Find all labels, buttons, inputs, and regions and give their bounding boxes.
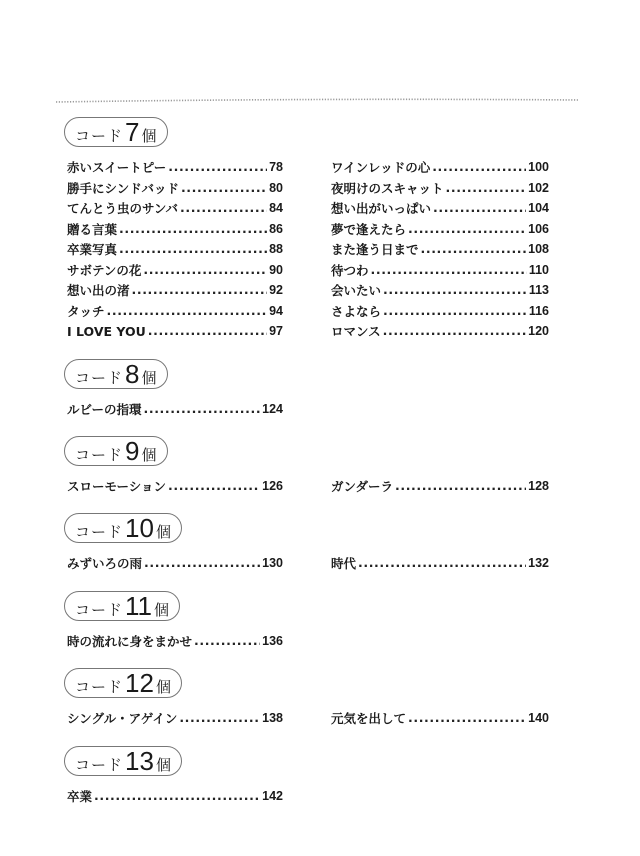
page-number: 126	[262, 479, 283, 493]
song-title: てんとう虫のサンバ	[67, 201, 179, 216]
page-number: 130	[262, 556, 283, 570]
dot-leader	[383, 301, 527, 321]
toc-entry[interactable]	[331, 260, 549, 280]
dot-leader	[194, 631, 260, 651]
dot-leader	[168, 157, 267, 177]
page-number: 97	[269, 324, 283, 338]
page-number: 138	[262, 711, 283, 725]
chord-count-badge	[64, 746, 182, 776]
page-number: 94	[269, 303, 283, 318]
toc-entry[interactable]	[67, 476, 283, 496]
badge-suffix: 個	[155, 523, 171, 541]
badge-suffix: 個	[154, 601, 170, 619]
page-number: 108	[528, 242, 549, 256]
dot-leader	[94, 786, 260, 806]
toc-entry[interactable]	[67, 157, 283, 177]
song-title: 赤いスイートピー	[67, 160, 167, 175]
dot-leader	[179, 708, 260, 728]
song-title: I LOVE YOU	[67, 323, 146, 339]
song-title: 卒業	[67, 789, 93, 804]
badge-prefix: コード	[75, 369, 124, 387]
toc-entry[interactable]	[331, 708, 549, 728]
song-title: 時代	[331, 556, 357, 571]
toc-entry[interactable]	[331, 239, 549, 259]
badge-suffix: 個	[141, 127, 157, 145]
page-number: 116	[528, 303, 549, 318]
song-title: さよなら	[331, 303, 382, 319]
toc-entry[interactable]	[331, 198, 549, 218]
song-title: ガンダーラ	[331, 479, 394, 494]
toc-entry[interactable]	[331, 476, 549, 496]
page-number: 110	[528, 262, 549, 277]
badge-suffix: 個	[155, 678, 171, 696]
toc-entry[interactable]	[67, 301, 283, 321]
dot-leader	[119, 239, 267, 259]
badge-number: 11	[125, 591, 153, 621]
dot-leader	[433, 198, 526, 218]
badge-number: 13	[125, 746, 154, 776]
badge-suffix: 個	[141, 369, 157, 387]
song-title: 想い出がいっぱい	[331, 201, 432, 216]
toc-entry[interactable]	[331, 178, 549, 198]
dot-leader	[421, 239, 527, 259]
song-title: 元気を出して	[331, 711, 407, 726]
toc-entry[interactable]	[67, 219, 283, 239]
page-number: 88	[269, 242, 283, 256]
page-number: 136	[262, 634, 283, 648]
badge-number: 7	[125, 117, 140, 147]
toc-entry[interactable]	[67, 198, 283, 218]
dot-leader	[148, 321, 267, 341]
toc-entry[interactable]	[331, 219, 549, 239]
toc-entry[interactable]	[67, 631, 283, 651]
song-title: また逢う日まで	[331, 242, 419, 257]
page-number: 104	[528, 201, 549, 215]
dot-leader	[181, 178, 267, 198]
page-number: 78	[269, 160, 283, 174]
page-number: 106	[528, 221, 549, 236]
badge-prefix: コード	[75, 523, 124, 541]
page-number: 86	[269, 221, 283, 236]
page-number: 84	[269, 201, 283, 215]
song-title: 夢で逢えたら	[331, 221, 407, 237]
dot-leader	[107, 301, 268, 321]
song-title: ロマンス	[331, 324, 381, 339]
badge-prefix: コード	[75, 446, 124, 464]
badge-number: 10	[125, 513, 154, 543]
dot-leader	[383, 280, 527, 300]
toc-entry[interactable]	[67, 786, 283, 806]
page-number: 142	[262, 789, 283, 803]
dot-leader	[446, 178, 527, 198]
toc-entry[interactable]	[331, 157, 549, 177]
dot-leader	[383, 321, 527, 341]
chord-count-badge	[64, 591, 180, 621]
page-number: 80	[269, 180, 283, 195]
toc-entry[interactable]	[67, 178, 283, 198]
song-title: スローモーション	[67, 479, 167, 494]
song-title: 待つわ	[331, 262, 369, 278]
song-title: 想い出の渚	[67, 283, 130, 298]
page-number: 90	[269, 262, 283, 277]
song-title: 時の流れに身をまかせ	[67, 634, 193, 649]
toc-entry[interactable]	[67, 399, 283, 419]
dot-leader	[371, 260, 527, 280]
toc-entry[interactable]	[331, 280, 549, 300]
dot-leader	[143, 260, 267, 280]
song-title: みずいろの雨	[67, 556, 143, 571]
dot-leader	[180, 198, 267, 218]
page-number: 140	[528, 711, 549, 725]
toc-entry[interactable]	[331, 321, 549, 341]
page-number: 124	[262, 402, 283, 416]
badge-prefix: コード	[75, 601, 124, 619]
toc-entry[interactable]	[331, 301, 549, 321]
page-number: 100	[528, 160, 549, 174]
dot-leader	[395, 476, 526, 496]
dot-leader	[132, 280, 268, 300]
dot-leader	[358, 553, 526, 573]
page-number: 102	[528, 180, 549, 195]
badge-suffix: 個	[155, 756, 171, 774]
top-dotted-rule	[56, 98, 578, 104]
song-title: ワインレッドの心	[331, 160, 431, 175]
badge-prefix: コード	[75, 127, 124, 145]
dot-leader	[408, 708, 526, 728]
page-number: 128	[528, 479, 549, 493]
dot-leader	[144, 399, 261, 419]
toc-entry[interactable]	[67, 239, 283, 259]
song-title: タッチ	[67, 303, 105, 319]
chord-count-badge	[64, 117, 168, 147]
badge-number: 8	[125, 359, 140, 389]
page-number: 132	[528, 556, 549, 570]
song-title: 贈る言葉	[67, 221, 118, 237]
toc-entry[interactable]	[331, 553, 549, 573]
page-number: 92	[269, 283, 283, 297]
chord-count-badge	[64, 436, 168, 466]
song-title: 卒業写真	[67, 242, 118, 257]
song-title: 夜明けのスキャット	[331, 180, 444, 196]
toc-entry[interactable]	[67, 708, 283, 728]
song-title: 会いたい	[331, 283, 382, 298]
dot-leader	[168, 476, 260, 496]
badge-number: 9	[125, 436, 140, 466]
song-title: サボテンの花	[67, 262, 142, 278]
dot-leader	[144, 553, 260, 573]
toc-entry[interactable]	[67, 280, 283, 300]
badge-suffix: 個	[141, 446, 157, 464]
song-title: ルビーの指環	[67, 402, 142, 417]
chord-count-badge	[64, 668, 182, 698]
song-title: シングル・アゲイン	[67, 711, 178, 726]
page-number: 120	[528, 324, 549, 338]
chord-count-badge	[64, 513, 182, 543]
badge-prefix: コード	[75, 678, 124, 696]
chord-count-badge	[64, 359, 168, 389]
song-title: 勝手にシンドバッド	[67, 180, 179, 196]
badge-number: 12	[125, 668, 154, 698]
toc-entry[interactable]	[67, 321, 283, 341]
badge-prefix: コード	[75, 756, 124, 774]
dot-leader	[432, 157, 526, 177]
page-number: 113	[528, 283, 549, 297]
dot-leader	[119, 219, 267, 239]
dot-leader	[408, 219, 526, 239]
toc-entry[interactable]	[67, 260, 283, 280]
toc-entry[interactable]	[67, 553, 283, 573]
